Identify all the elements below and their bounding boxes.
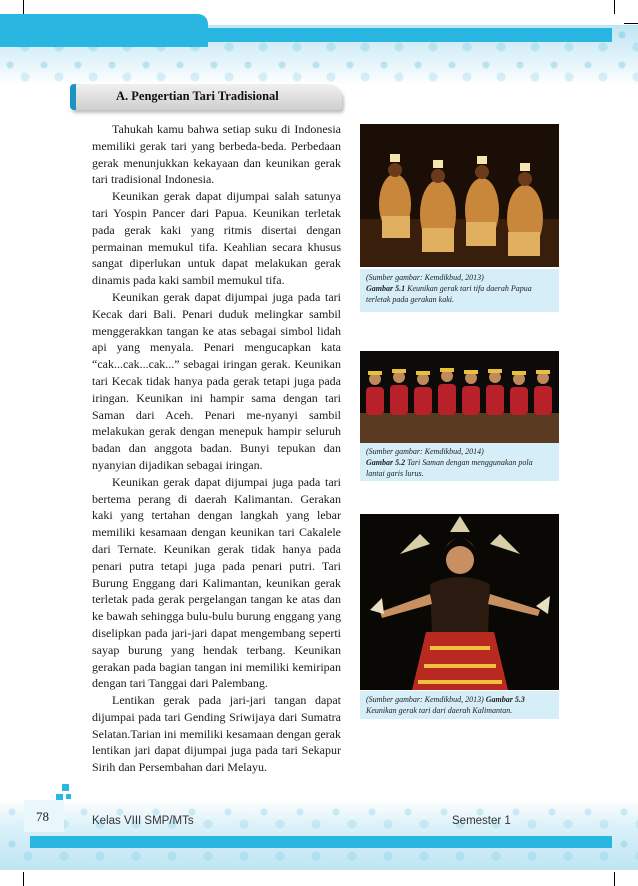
figure-caption — [360, 269, 559, 312]
figure-kalimantan-dance-photo — [360, 514, 559, 690]
figure-saman-dance-photo — [360, 351, 559, 443]
crop-mark — [624, 23, 638, 24]
body-text — [92, 121, 341, 776]
kalimantan-dance-illustration — [360, 514, 559, 690]
caption-source: (Sumber gambar: Kemdikbud, 2013) — [366, 273, 484, 282]
section-heading-accent — [70, 84, 76, 110]
decor-square — [66, 794, 71, 799]
papua-dance-illustration — [360, 124, 559, 267]
figure-papua-dance-photo — [360, 124, 559, 267]
footer-book-title: Kelas VIII SMP/MTs — [92, 815, 194, 827]
caption-label: Gambar 5.1 — [366, 284, 406, 293]
figure-caption — [360, 443, 559, 481]
paragraph: Tahukah kamu bahwa setiap suku di Indonesia memiliki gerak tari yang berbeda-beda. Perbedaan gerak menunjukkan kekayaan dan keunikan gerak tari tradisional Indonesia. — [92, 122, 341, 187]
footer-pattern — [0, 800, 638, 870]
paragraph: Keunikan gerak dapat dijumpai juga pada tari Kecak dari Bali. Penari duduk melingkar sambil menggerakkan tangan ke atas sebagai simbol lidah api yang menyala. Penari mengucapkan kata “cak...cak...cak...” sebagai iringan gerak. Keunikan tari Kecak tidak hanya pada gerak tetapi juga pada iringan. Keunikan ini hampir sama dengan tari Saman dari Aceh. Penari me-nyanyi sambil melakukan gerak dengan menepuk hampir seluruh badan dan anggota badan. Bunyi tepukan dan nyanyian dijadikan sebagai iringan. — [92, 289, 341, 472]
crop-mark — [614, 0, 615, 14]
figure-caption — [360, 691, 559, 719]
crop-mark — [23, 0, 24, 14]
saman-dance-illustration — [360, 351, 559, 443]
paragraph: Keunikan gerak dapat dijumpai salah satunya tari Yospin Pancer dari Papua. Keunikan terletak pada gerak kaki yang ritmis disertai dengan permainan memukul tifa. Keahlian secara khusus sangat diperlukan untuk dapat melakukan gerak dinamis pada kaki sambil memukul tifa. — [92, 189, 341, 288]
header-strip — [208, 28, 612, 42]
header-tab — [0, 14, 208, 47]
crop-mark — [23, 872, 24, 886]
caption-text: Keunikan gerak tari tifa daerah Papua terletak pada gerakan kaki. — [366, 284, 532, 304]
paragraph: Keunikan gerak dapat dijumpai juga pada tari bertema perang di daerah Kalimantan. Gerakan kaki yang tertahan dengan langkah yang lebar memiliki kesamaan dengan keunikan tari Cakalele dari Ternate. Keunikan gerak tidak hanya pada penari putra tetapi juga pada penari putri. Tari Burung Enggang dari Kalimantan, keunikan gerak terletak pada gerak pergelangan tangan ke atas dan ke bawah sehingga bulu-bulu burung enggang yang diselipkan pada jari-jari dapat mengembang seperti sayap burung yang hendak terbang. Keunikan gerakan pada bagian tangan ini memiliki kemiripan dengan tari Tanggai dari Palembang. — [92, 474, 341, 691]
crop-mark — [614, 872, 615, 886]
section-title: A. Pengertian Tari Tradisional — [116, 89, 279, 103]
footer-strip — [30, 836, 612, 848]
caption-source: (Sumber gambar: Kemdikbud, 2013) — [366, 695, 484, 704]
decor-square — [62, 784, 69, 791]
paragraph: Lentikan gerak pada jari-jari tangan dapat dijumpai pada tari Gending Sriwijaya dari Sumatra Selatan.Tarian ini memiliki kesamaan dengan gerak lentikan jari dapat dijumpai juga pada tari Sekapur Sirih dan Persembahan dari Melayu. — [92, 693, 341, 775]
caption-text: Keunikan gerak tari dari daerah Kalimantan. — [366, 706, 513, 715]
footer-semester: Semester 1 — [452, 815, 511, 827]
caption-label: Gambar 5.2 — [366, 458, 406, 467]
section-heading — [70, 84, 342, 110]
caption-text: Tari Saman dengan menggunakan pola lantai garis lurus. — [366, 458, 533, 478]
page-number: 78 — [36, 809, 49, 824]
caption-source: (Sumber gambar: Kemdikbud, 2014) — [366, 447, 484, 456]
caption-label: Gambar 5.3 — [485, 695, 525, 704]
